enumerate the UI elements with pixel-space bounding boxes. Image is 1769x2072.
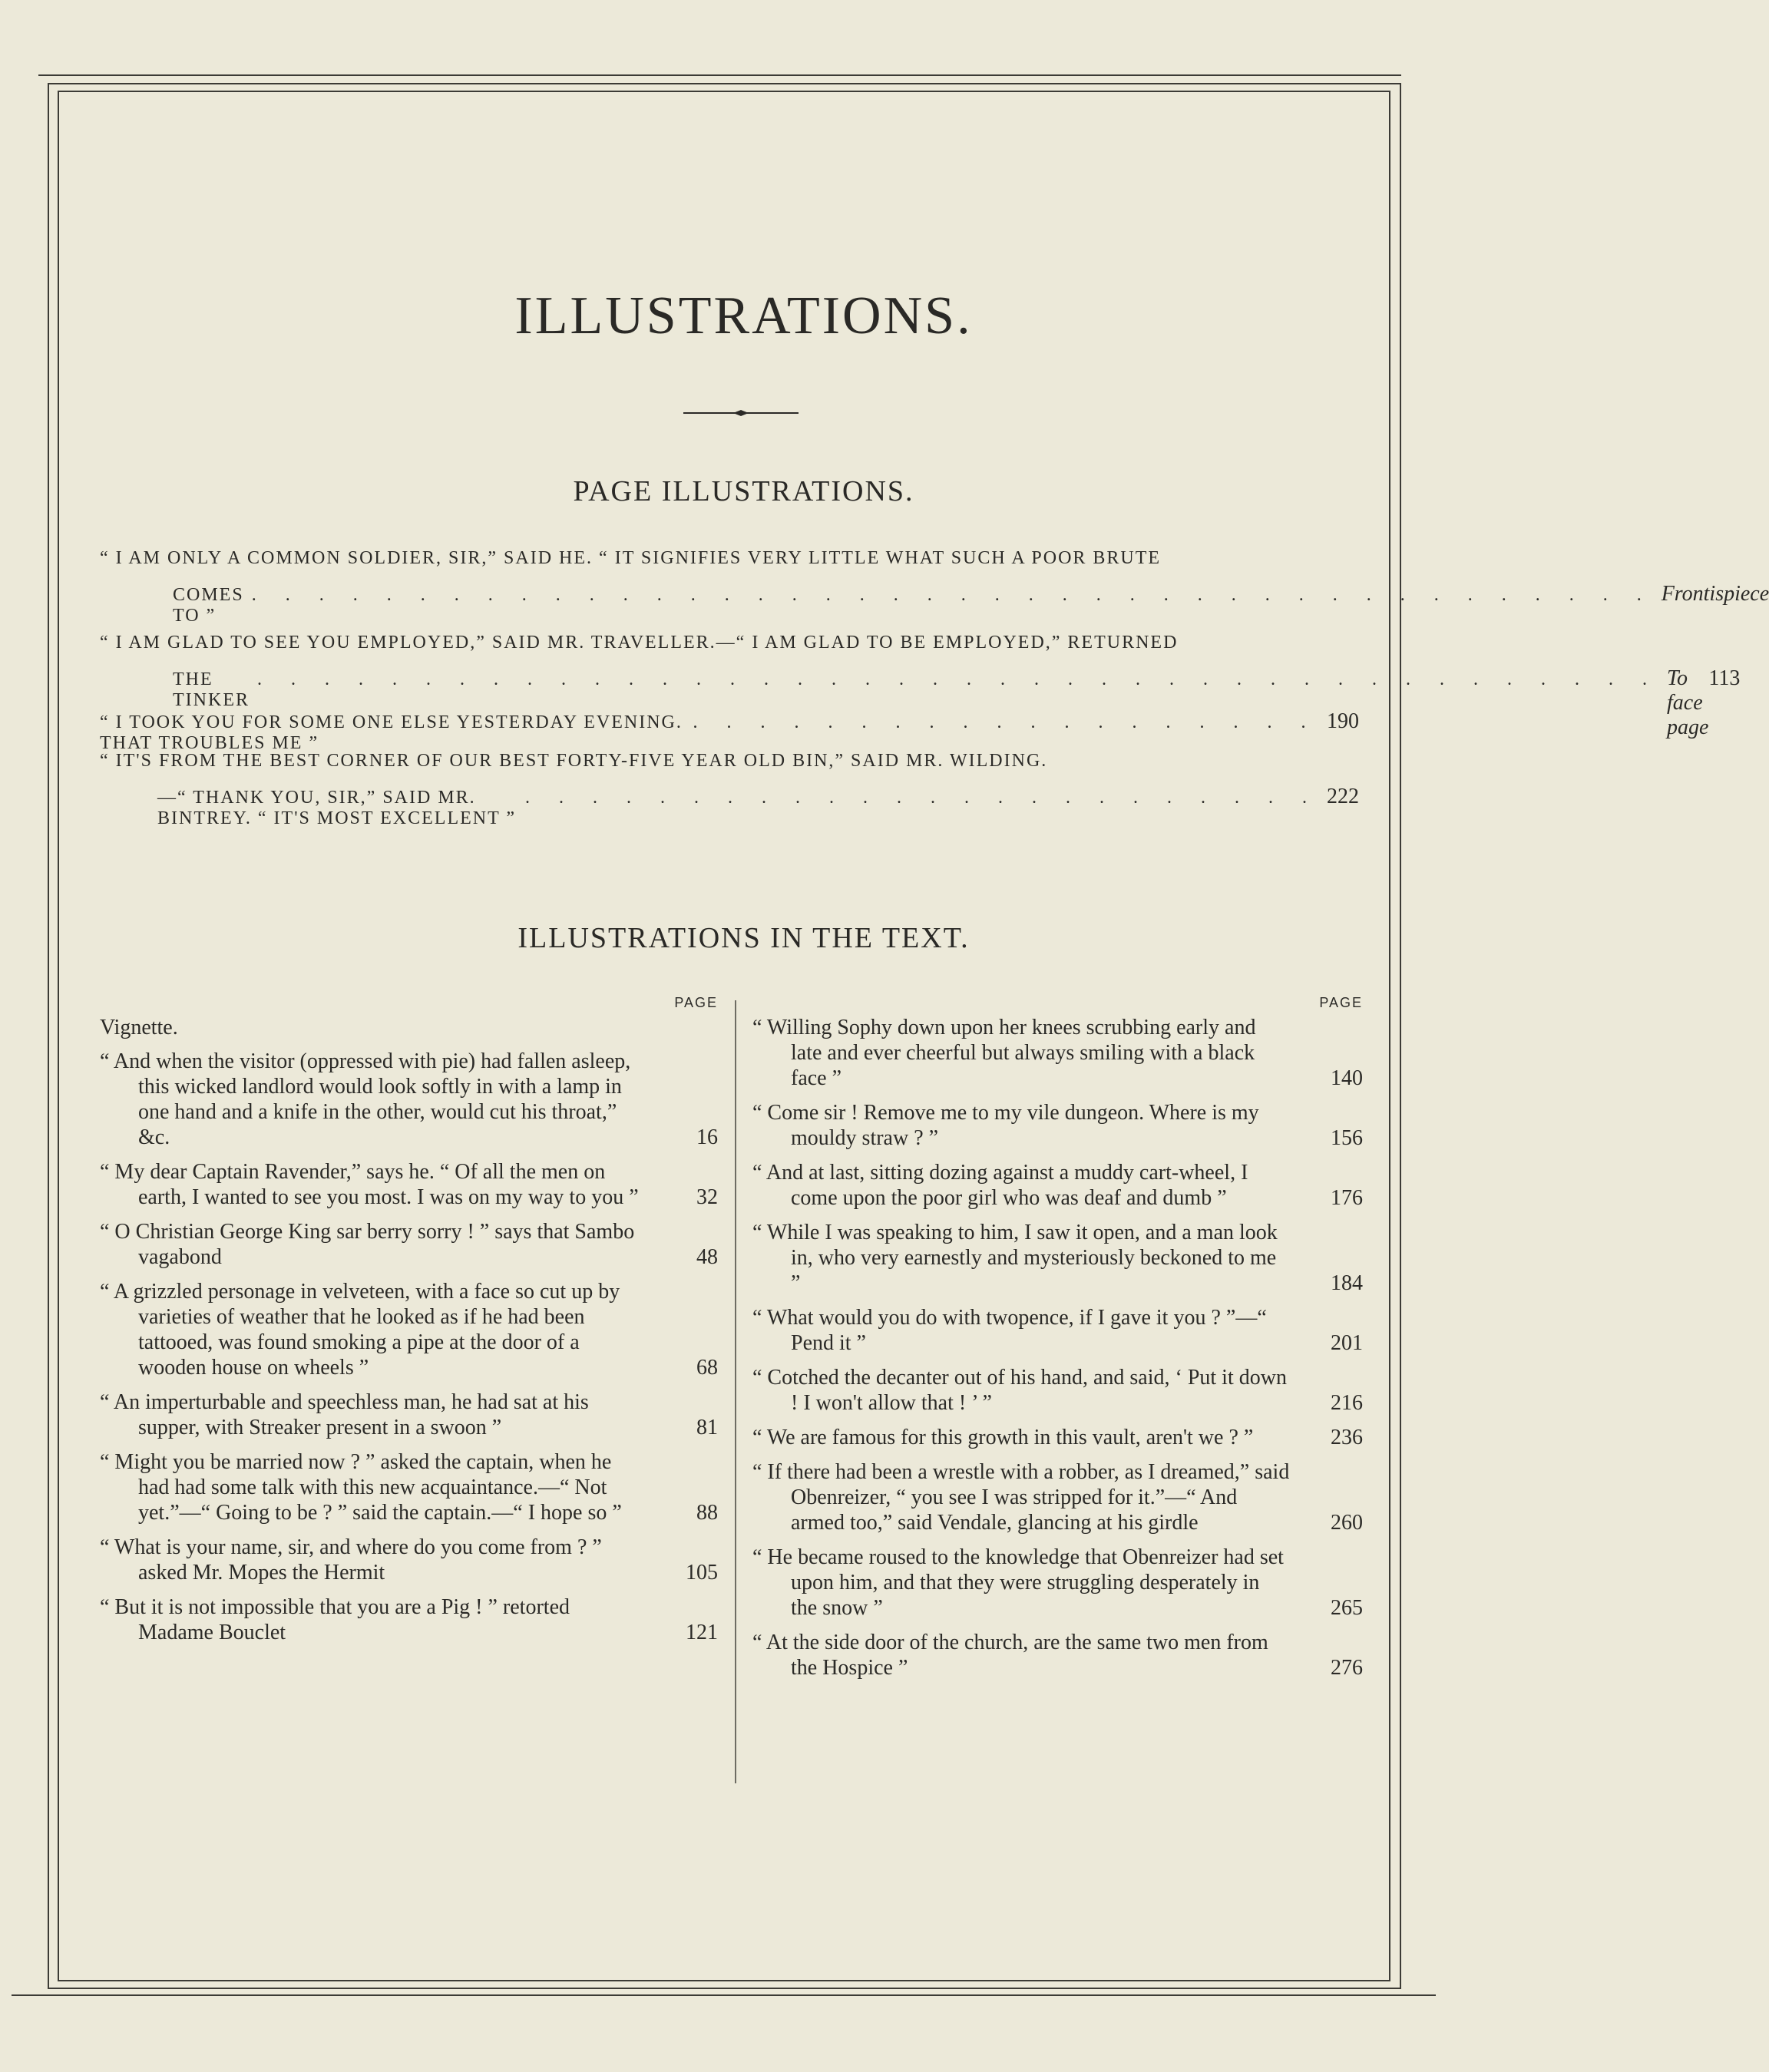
entry-text: “ And when the visitor (oppressed with pie) had fallen asleep, this wicked landlord would look softly in with a lamp in one hand and a knife in the other, would cut his throat,” &c. [100,1049,631,1149]
page-column-label: PAGE [1319,995,1363,1010]
entry-page-number: 184 [1331,1271,1363,1295]
vignette-entry: Vignette. [100,1016,178,1039]
entry-page-number: 121 [686,1621,718,1644]
dot-leader: . . . . . . . . . . . . . . . . . . . . . . . . . . . . . . . . . . . . . . . . . . [251,585,1654,605]
entry-text: “ Come sir ! Remove me to my vile dungeon. Where is my mouldy straw ? ” [752,1101,1259,1150]
page-column-label: PAGE [674,995,718,1010]
page-illustration-entry [100,751,1359,828]
entry-line: “ IT'S FROM THE BEST CORNER OF OUR BEST FORTY-FIVE YEAR OLD BIN,” SAID MR. WILDING. [100,751,1048,771]
entry-page-number: 176 [1331,1186,1363,1210]
entry-reference: Frontispiece [1661,582,1769,606]
entry-reference: To face page [1666,666,1709,739]
list-item [100,1219,718,1270]
entry-text: “ O Christian George King sar berry sorry ! ” says that Sambo vagabond [100,1220,635,1269]
entry-page-number: 48 [696,1245,718,1269]
entry-text: “ While I was speaking to him, I saw it open, and a man look in, who very earnestly and mysteriously beckoned to me ” [752,1221,1278,1295]
entry-page-number: 190 [1327,709,1359,733]
dot-leader: . . . . . . . . . . . . . . . . . . . [693,712,1318,732]
page-illustration-entry [100,709,1359,753]
entry-text: “ But it is not impossible that you are a Pig ! ” retorted Madame Bouclet [100,1595,570,1644]
entry-line: “ I AM GLAD TO SEE YOU EMPLOYED,” SAID MR. TRAVELLER.—“ I AM GLAD TO BE EMPLOYED,” RETURNED [100,633,1179,653]
entry-page-number: 16 [696,1125,718,1149]
list-item [752,1365,1363,1416]
entry-page-number: 156 [1331,1126,1363,1150]
entry-text: “ And at last, sitting dozing against a muddy cart-wheel, I come upon the poor girl who was deaf and dumb ” [752,1161,1248,1210]
entry-text: “ At the side door of the church, are the same two men from the Hospice ” [752,1631,1268,1680]
entry-text: “ An imperturbable and speechless man, he had sat at his supper, with Streaker present in a swoon ” [100,1390,589,1439]
list-item [100,1049,718,1150]
entry-text: “ My dear Captain Ravender,” says he. “ Of all the men on earth, I wanted to see you most. I was on my way to you ” [100,1160,639,1209]
list-item [100,1279,718,1380]
entry-text: “ What would you do with twopence, if I gave it you ? ”—“ Pend it ” [752,1306,1267,1355]
list-item [752,1015,1363,1091]
bottom-rule [12,1994,1436,1996]
list-item [752,1305,1363,1356]
entry-page-number: 32 [696,1185,718,1209]
list-item [752,1220,1363,1296]
entry-page-number: 140 [1331,1066,1363,1090]
entry-page-number: 236 [1331,1426,1363,1449]
list-item [100,1535,718,1585]
page-illustration-entry [100,548,1769,626]
entry-text: “ Willing Sophy down upon her knees scrubbing early and late and ever cheerful but always smiling with a black face ” [752,1016,1256,1090]
entry-page-number: 201 [1331,1331,1363,1355]
entry-page-number: 88 [696,1501,718,1525]
list-item [100,1159,718,1210]
entry-page-number: 222 [1327,785,1359,808]
entry-page-number: 105 [686,1561,718,1585]
entry-line: THE TINKER [173,669,250,710]
page-title: ILLUSTRATIONS. [514,286,973,345]
entry-page-number: 81 [696,1416,718,1439]
entry-text: “ He became roused to the knowledge that Obenreizer had set upon him, and that they were struggling desperately in the snow ” [752,1545,1284,1620]
dot-leader: . . . . . . . . . . . . . . . . . . . . . . . . . . . . . . . . . . . . . . . . . . [256,669,1659,689]
entry-page-number: 113 [1708,666,1741,690]
list-item [752,1630,1363,1680]
column-divider [735,1000,736,1783]
entry-line: COMES TO ” [173,585,244,626]
entry-page-number: 260 [1331,1511,1363,1535]
list-item [752,1545,1363,1621]
entry-text: “ If there had been a wrestle with a robber, as I dreamed,” said Obenreizer, “ you see I was stripped for it.”—“ And armed too,” said Vendale, glancing at his girdle [752,1460,1290,1535]
list-item [100,1449,718,1525]
entry-line: “ I AM ONLY A COMMON SOLDIER, SIR,” SAID HE. “ IT SIGNIFIES VERY LITTLE WHAT SUCH A POOR BRUTE [100,548,1162,568]
entry-line: —“ THANK YOU, SIR,” SAID MR. BINTREY. “ IT'S MOST EXCELLENT ” [157,788,516,828]
list-item [752,1160,1363,1211]
entry-page-number: 68 [696,1356,718,1380]
entry-text: “ A grizzled personage in velveteen, with a face so cut up by varieties of weather that he looked as if he had been tattooed, was found smoking a pipe at the door of a wooden house on wheels ” [100,1280,620,1380]
entry-page-number: 276 [1331,1656,1363,1680]
list-item [100,1594,718,1645]
entry-page-number: 216 [1331,1391,1363,1415]
list-item [752,1425,1363,1450]
right-column [752,995,1363,1690]
ornament-divider [683,408,799,418]
entry-text: “ We are famous for this growth in this vault, aren't we ? ” [752,1426,1254,1449]
text-illustrations-heading: ILLUSTRATIONS IN THE TEXT. [517,922,970,954]
page-illustrations-heading: PAGE ILLUSTRATIONS. [573,475,914,507]
entry-text: “ Might you be married now ? ” asked the captain, when he had had some talk with this new acquaintance.—“ Not yet.”—“ Going to be ? ” said the captain.—“ I hope so ” [100,1450,622,1525]
list-item [752,1459,1363,1535]
entry-text: “ What is your name, sir, and where do you come from ? ” asked Mr. Mopes the Hermit [100,1535,602,1585]
entry-page-number: 265 [1331,1596,1363,1620]
entry-line: “ I TOOK YOU FOR SOME ONE ELSE YESTERDAY EVENING. THAT TROUBLES ME ” [100,712,683,753]
left-column [100,995,718,1654]
list-item [100,1390,718,1440]
top-rule [38,74,1401,76]
list-item [752,1100,1363,1151]
entry-text: “ Cotched the decanter out of his hand, and said, ‘ Put it down ! I won't allow that ! ’ ” [752,1366,1287,1415]
dot-leader: . . . . . . . . . . . . . . . . . . . . . . . . [525,788,1319,808]
